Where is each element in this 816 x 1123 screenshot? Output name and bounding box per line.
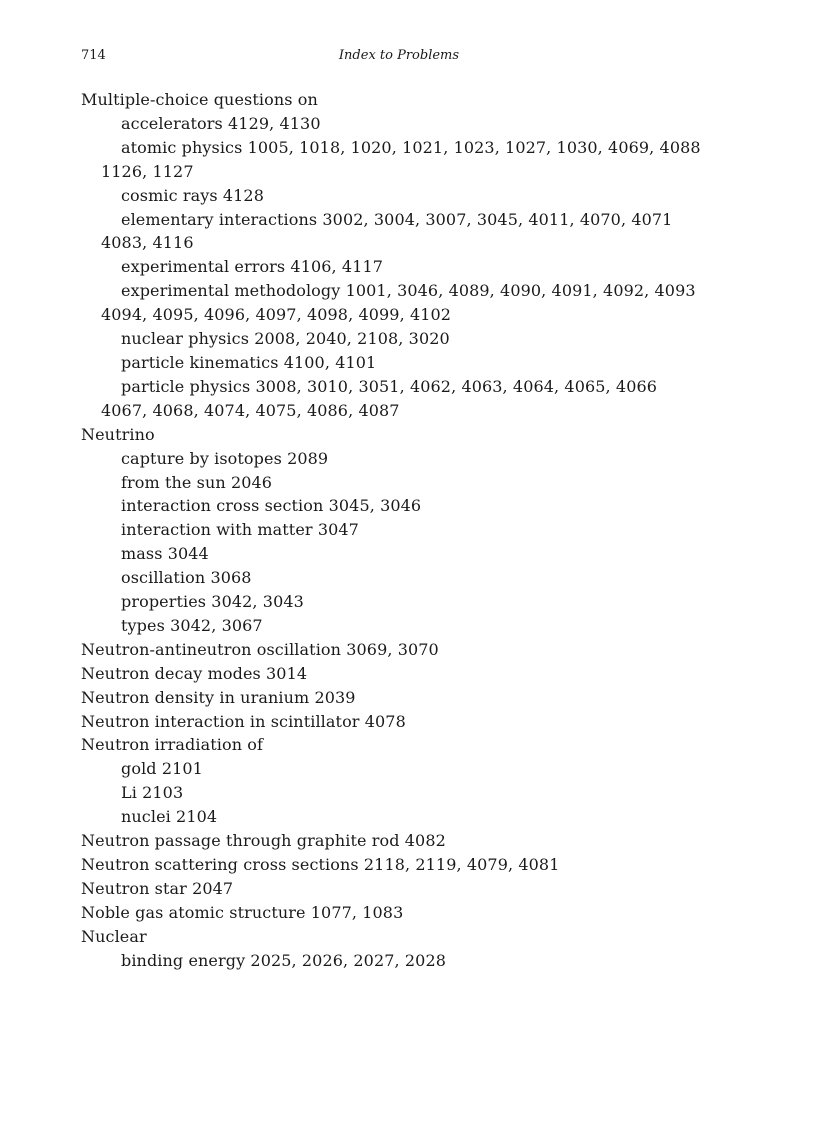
subentry-experimental-errors: experimental errors 4106, 4117 <box>121 257 384 277</box>
running-title: Index to Problems <box>338 48 460 63</box>
index-entry-neutron-antineutron: Neutron-antineutron oscillation 3069, 3070 <box>81 639 439 659</box>
subentry-from-the-sun: from the sun 2046 <box>121 472 273 492</box>
page-header <box>81 48 717 68</box>
subentry-particle-physics: particle physics 3008, 3010, 3051, 4062, 4063, 4064, 4065, 4066 <box>121 376 658 396</box>
index-entry-neutron-scintillator: Neutron interaction in scintillator 4078 <box>81 711 406 731</box>
subentry-accelerators: accelerators 4129, 4130 <box>121 113 321 133</box>
index-entry-neutron-decay: Neutron decay modes 3014 <box>81 663 308 683</box>
index-entry-neutron-density: Neutron density in uranium 2039 <box>81 687 356 707</box>
subentry-types: types 3042, 3067 <box>121 615 263 635</box>
subentry-experimental-methodology-continued: 4094, 4095, 4096, 4097, 4098, 4099, 4102 <box>101 305 452 325</box>
index-entry-multiple-choice: Multiple-choice questions on <box>81 90 318 109</box>
index-entry-neutrino: Neutrino <box>81 424 155 444</box>
subentry-cosmic-rays: cosmic rays 4128 <box>121 185 264 205</box>
subentry-elementary-interactions-continued: 4083, 4116 <box>101 233 194 253</box>
index-entry-neutron-graphite: Neutron passage through graphite rod 4082 <box>81 831 446 851</box>
subentry-li: Li 2103 <box>121 783 184 803</box>
subentry-particle-kinematics: particle kinematics 4100, 4101 <box>121 352 377 372</box>
index-entry-neutron-irradiation: Neutron irradiation of <box>81 735 264 755</box>
subentry-binding-energy: binding energy 2025, 2026, 2027, 2028 <box>121 950 447 970</box>
subentry-oscillation: oscillation 3068 <box>121 568 252 588</box>
subentry-atomic-physics-continued: 1126, 1127 <box>101 161 194 181</box>
subentry-experimental-methodology: experimental methodology 1001, 3046, 4089, 4090, 4091, 4092, 4093 <box>121 281 696 301</box>
subentry-elementary-interactions: elementary interactions 3002, 3004, 3007, 3045, 4011, 4070, 4071 <box>121 209 673 229</box>
subentry-particle-physics-continued: 4067, 4068, 4074, 4075, 4086, 4087 <box>101 400 400 420</box>
subentry-interaction-with-matter: interaction with matter 3047 <box>121 520 359 540</box>
subentry-nuclei: nuclei 2104 <box>121 807 218 827</box>
index-entry-neutron-star: Neutron star 2047 <box>81 878 234 898</box>
subentry-atomic-physics: atomic physics 1005, 1018, 1020, 1021, 1023, 1027, 1030, 4069, 4088 <box>121 137 701 157</box>
subentry-interaction-cross-section: interaction cross section 3045, 3046 <box>121 496 422 516</box>
index-entry-nuclear: Nuclear <box>81 926 147 946</box>
index-entry-neutron-scattering: Neutron scattering cross sections 2118, 2119, 4079, 4081 <box>81 855 560 874</box>
subentry-nuclear-physics: nuclear physics 2008, 2040, 2108, 3020 <box>121 329 450 349</box>
subentry-properties: properties 3042, 3043 <box>121 592 304 612</box>
index-list <box>81 88 741 973</box>
subentry-capture-by-isotopes: capture by isotopes 2089 <box>121 448 329 468</box>
subentry-gold: gold 2101 <box>121 759 203 779</box>
page-number: 714 <box>81 48 106 63</box>
subentry-mass: mass 3044 <box>121 544 209 564</box>
index-entry-noble-gas: Noble gas atomic structure 1077, 1083 <box>81 902 404 922</box>
